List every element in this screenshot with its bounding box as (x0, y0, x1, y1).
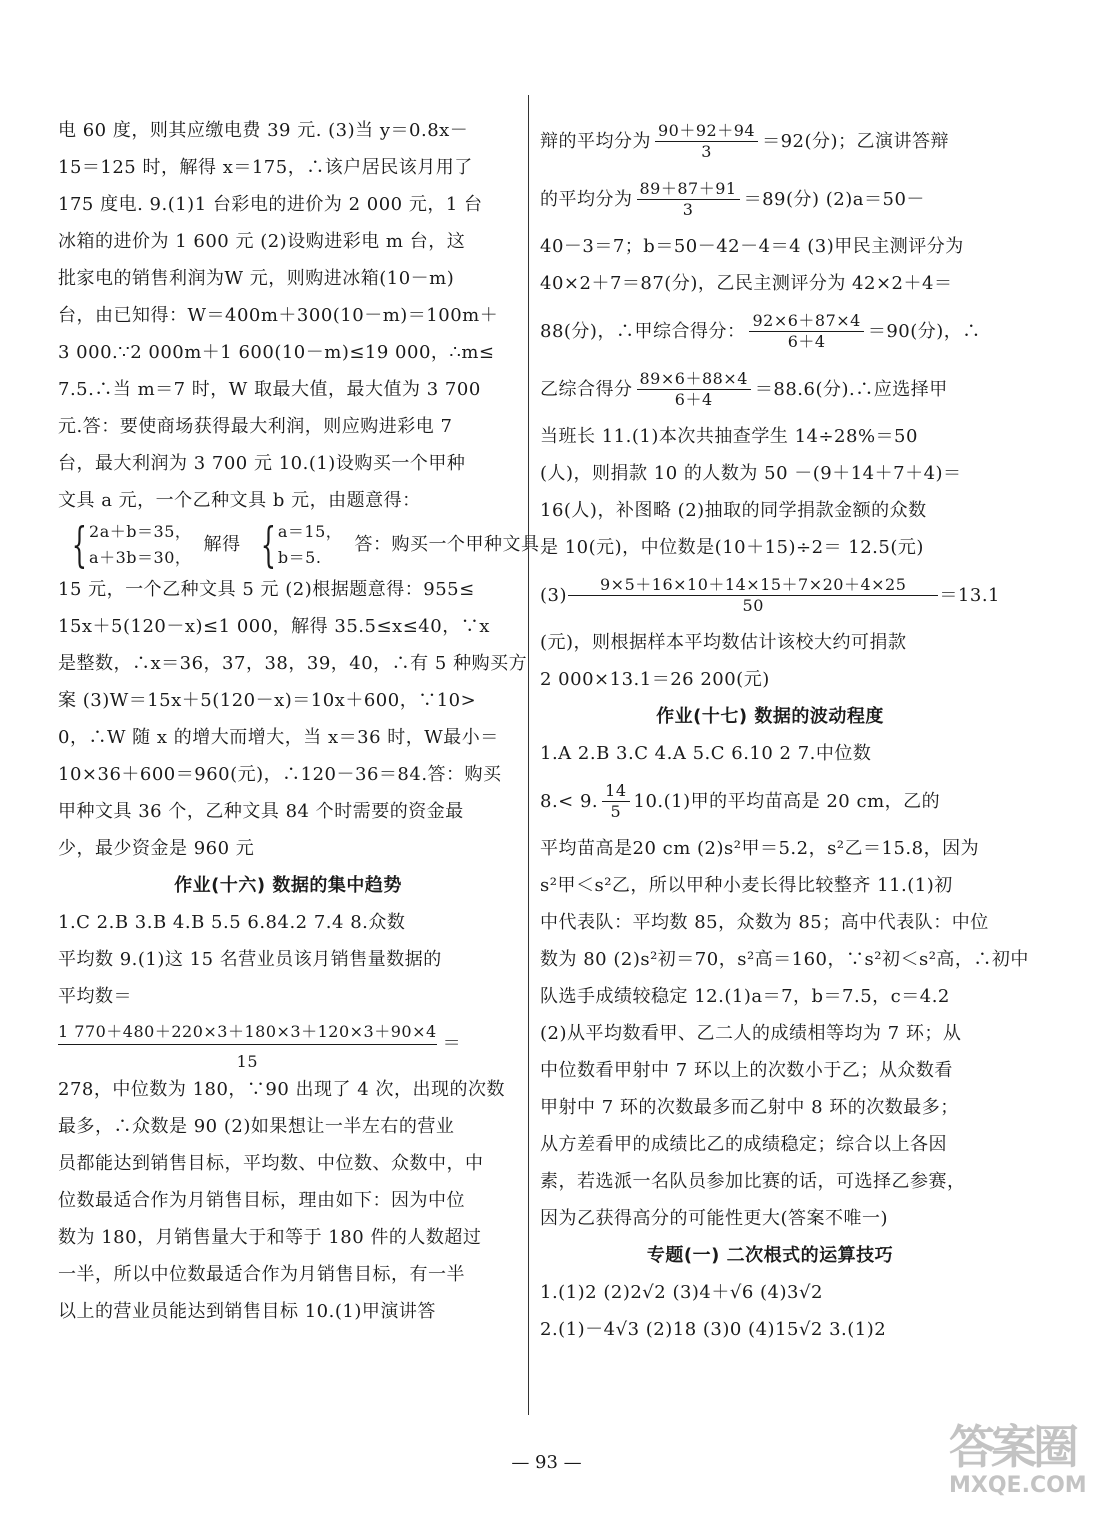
text-line: 15＝125 时，解得 x＝175，∴该户居民该月用了 (58, 157, 473, 178)
system-brace: { 2a＋b＝35， a＋3b＝30， (71, 517, 192, 573)
fraction-line-2: 的平均分为 $\frac{89+87+91}{3}$ ＝89(分) (2)a＝50－ (540, 178, 925, 219)
text-line: 一半，所以中位数最适合作为月销售目标，有一半 (58, 1264, 465, 1285)
text-line: 电 60 度，则其应缴电费 39 元. (3)当 y＝0.8x－ (58, 120, 469, 141)
text-line: 员都能达到销售目标，平均数、中位数、众数中，中 (58, 1153, 484, 1174)
text-line: s²甲＜s²乙，所以甲种小麦长得比较整齐 11.(1)初 (540, 875, 953, 896)
text-line: 以上的营业员能达到销售目标 10.(1)甲演讲答 (58, 1301, 436, 1322)
text-line: 素，若选派一名队员参加比赛的话，可选择乙参赛， (540, 1171, 966, 1192)
text-line: 数为 80 (2)s²初＝70，s²高＝160，∵s²初＜s²高，∴初中 (540, 949, 1029, 970)
text-line: 文具 a 元，一个乙种文具 b 元，由题意得： (58, 490, 421, 511)
column-divider (528, 95, 529, 1415)
mean-fraction: 1 770＋480＋220×3＋180×3＋120×3＋90×4 15 ＝ (58, 1021, 462, 1071)
text-line: 15 元，一个乙种文具 5 元 (2)根据题意得：955≤ (58, 579, 475, 600)
fraction-line-4: 乙综合得分 $\frac{89\times 6+88\times 4}{6+4}$ ＝88.6(分).∴应选择甲 (540, 368, 948, 409)
section-heading-16: 作业(十六) 数据的集中趋势 (174, 875, 402, 896)
text-line: 7.5.∴当 m＝7 时，W 取最大值，最大值为 3 700 (58, 379, 481, 400)
text-line: 3 000.∵2 000m＋1 600(10－m)≤19 000，∴m≤ (58, 342, 495, 363)
text-line: 台，最大利润为 3 700 元 10.(1)设购买一个甲种 (58, 453, 466, 474)
text-line: 最多，∴众数是 90 (2)如果想让一半左右的营业 (58, 1116, 455, 1137)
text-line: 175 度电. 9.(1)1 台彩电的进价为 2 000 元，1 台 (58, 194, 483, 215)
answers-17: 1.A 2.B 3.C 4.A 5.C 6.10 2 7.中位数 (540, 743, 872, 764)
text-line: 15x＋5(120－x)≤1 000，解得 35.5≤x≤40，∵x (58, 616, 490, 637)
text-line: 平均数＝ (58, 986, 132, 1007)
text-line: 甲种文具 36 个，乙种文具 84 个时需要的资金最 (58, 801, 464, 822)
text-line: 平均数 9.(1)这 15 名营业员该月销售量数据的 (58, 949, 442, 970)
text-line: 从方差看甲的成绩比乙的成绩稳定；综合以上各因 (540, 1134, 947, 1155)
text-line: 2.(1)－4√3 (2)18 (3)0 (4)15√2 3.(1)2 (540, 1319, 887, 1340)
fraction-line-5: (3) $\frac{9\times 5+16\times 10+14\times 15+7\times 20+4\times 25}{50}$ ＝13.1 (540, 574, 1000, 615)
text-line: (人)，则捐款 10 的人数为 50 －(9＋14＋7＋4)＝ (540, 463, 962, 484)
text-line: 中代表队：平均数 85，众数为 85；高中代表队：中位 (540, 912, 989, 933)
watermark-logo: 答案圈 MXQE.COM (949, 1420, 1087, 1498)
fraction-line-1: 辩的平均分为 $\frac{90+92+94}{3}$ ＝92(分)；乙演讲答辩 (540, 120, 950, 161)
text-line: 278，中位数为 180，∵90 出现了 4 次，出现的次数 (58, 1079, 505, 1100)
text-line: 批家电的销售利润为W 元，则购进冰箱(10－m) (58, 268, 455, 289)
text-line: (2)从平均数看甲、乙二人的成绩相等均为 7 环；从 (540, 1023, 962, 1044)
solution-brace: { a＝15， b＝5. (260, 517, 343, 573)
text-line: 中位数看甲射中 7 环以上的次数小于乙；从众数看 (540, 1060, 953, 1081)
text-line: 0，∴W 随 x 的增大而增大，当 x＝36 时，W最小＝ (58, 727, 499, 748)
text-line: 元.答：要使商场获得最大利润，则应购进彩电 7 (58, 416, 453, 437)
text-line: 10×36＋600＝960(元)，∴120－36＝84.答：购买 (58, 764, 502, 785)
text-line: 队选手成绩较稳定 12.(1)a＝7，b＝7.5，c＝4.2 (540, 986, 950, 1007)
text-line: 少，最少资金是 960 元 (58, 838, 255, 859)
left-column (58, 112, 540, 1330)
text-line: 当班长 11.(1)本次共抽查学生 14÷28%＝50 (540, 426, 918, 447)
section-heading-17: 作业(十七) 数据的波动程度 (656, 706, 884, 727)
text-line: 案 (3)W＝15x＋5(120－x)＝10x＋600，∵10> (58, 690, 477, 711)
text-line: 平均苗高是20 cm (2)s²甲＝5.2，s²乙＝15.8，因为 (540, 838, 980, 859)
text-line: 是 10(元)，中位数是(10＋15)÷2＝ 12.5(元) (540, 537, 924, 558)
text-line: 40－3＝7；b＝50－42－4＝4 (3)甲民主测评分为 (540, 236, 964, 257)
text-line: 数为 180，月销售量大于和等于 180 件的人数超过 (58, 1227, 482, 1248)
answer-8-9-line: 8.< 9. $\frac{14}{5}$ 10.(1)甲的平均苗高是 20 cm，乙的 (540, 780, 941, 821)
text-line: 是整数，∴x＝36，37，38，39，40，∴有 5 种购买方 (58, 653, 528, 674)
text-line: 位数最适合作为月销售目标，理由如下：因为中位 (58, 1190, 465, 1211)
fraction-line-3: 88(分)，∴甲综合得分： $\frac{92\times 6+87\times 4}{6+4}$ ＝90(分)，∴ (540, 310, 981, 351)
text-line: 冰箱的进价为 1 600 元 (2)设购进彩电 m 台，这 (58, 231, 466, 252)
section-heading-topic: 专题(一) 二次根式的运算技巧 (646, 1245, 894, 1266)
text-line: 40×2＋7＝87(分)，乙民主测评分为 42×2＋4＝ (540, 273, 953, 294)
text-line: 甲射中 7 环的次数最多而乙射中 8 环的次数最多； (540, 1097, 959, 1118)
text-line: (元)，则根据样本平均数估计该校大约可捐款 (540, 632, 907, 653)
text-line: 1.(1)2 (2)2√2 (3)4＋√6 (4)3√2 (540, 1282, 823, 1303)
equation-system-line: { 2a＋b＝35， a＋3b＝30， 解得 { a＝15， b＝5. 答：购买一个甲种文具 (58, 519, 518, 571)
right-column (540, 112, 1029, 1348)
text-line: 2 000×13.1＝26 200(元) (540, 669, 770, 690)
text-line: 因为乙获得高分的可能性更大(答案不唯一) (540, 1208, 889, 1229)
text-line: 台，由已知得：W＝400m＋300(10－m)＝100m＋ (58, 305, 499, 326)
answers-16: 1.C 2.B 3.B 4.B 5.5 6.84.2 7.4 8.众数 (58, 912, 406, 933)
text-line: 16(人)，补图略 (2)抽取的同学捐款金额的众数 (540, 500, 927, 521)
page-number: — 93 — (511, 1452, 582, 1473)
